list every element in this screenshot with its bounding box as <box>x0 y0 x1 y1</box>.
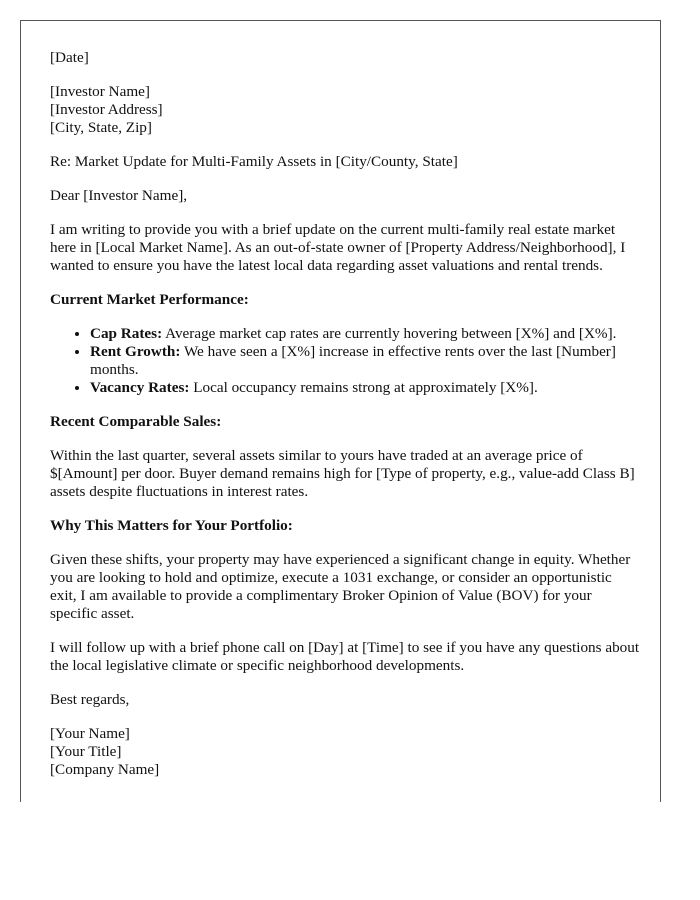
letter-body <box>50 49 640 795</box>
investor-address-block <box>50 83 640 137</box>
letter-closing: Best regards, <box>50 691 130 708</box>
list-item-text: We have seen a [X%] increase in effective rents over the last [Number] months. <box>90 343 616 378</box>
portfolio-body: Given these shifts, your property may have experienced a significant change in equity. Whether you are looking to hold and optimize, execute a 1031 exchange, or consider an opportunistic exit, I am available to provide a complimentary Broker Opinion of Value (BOV) for your specific asset. <box>50 551 631 622</box>
list-item-rent-growth <box>90 343 640 379</box>
list-item-text: Average market cap rates are currently hovering between [X%] and [X%]. <box>162 325 617 342</box>
signature-name: [Your Name] <box>50 725 130 742</box>
followup-paragraph: I will follow up with a brief phone call on [Day] at [Time] to see if you have any questions about the local legislative climate or specific neighborhood developments. <box>50 639 640 674</box>
section-heading-market-performance: Current Market Performance: <box>50 291 249 308</box>
signature-title: [Your Title] <box>50 743 122 760</box>
signature-block <box>50 725 640 779</box>
letter-subject: Re: Market Update for Multi-Family Assets in [City/County, State] <box>50 153 458 170</box>
section-heading-comparable-sales: Recent Comparable Sales: <box>50 413 222 430</box>
letter-page <box>20 20 661 802</box>
section-heading-portfolio: Why This Matters for Your Portfolio: <box>50 517 293 534</box>
list-item-label: Vacancy Rates: <box>90 379 190 396</box>
letter-salutation: Dear [Investor Name], <box>50 187 188 204</box>
letter-intro: I am writing to provide you with a brief update on the current multi-family real estate market here in [Local Market Name]. As an out-of-state owner of [Property Address/Neighborhood], I wanted to ensure you have the latest local data regarding asset valuations and rental trends. <box>50 221 626 274</box>
market-performance-list <box>50 325 640 397</box>
list-item-label: Cap Rates: <box>90 325 163 342</box>
list-item-text: Local occupancy remains strong at approximately [X%]. <box>189 379 538 396</box>
signature-company: [Company Name] <box>50 761 160 778</box>
letter-date: [Date] <box>50 49 89 66</box>
investor-city-state-zip: [City, State, Zip] <box>50 119 152 136</box>
list-item-vacancy-rates <box>90 379 640 397</box>
list-item-cap-rates <box>90 325 640 343</box>
investor-name: [Investor Name] <box>50 83 150 100</box>
investor-address: [Investor Address] <box>50 101 163 118</box>
comparable-sales-body: Within the last quarter, several assets similar to yours have traded at an average price of $[Amount] per door. Buyer demand remains high for [Type of property, e.g., value-add Class B] assets despite fluctuations in interest rates. <box>50 447 635 500</box>
list-item-label: Rent Growth: <box>90 343 181 360</box>
